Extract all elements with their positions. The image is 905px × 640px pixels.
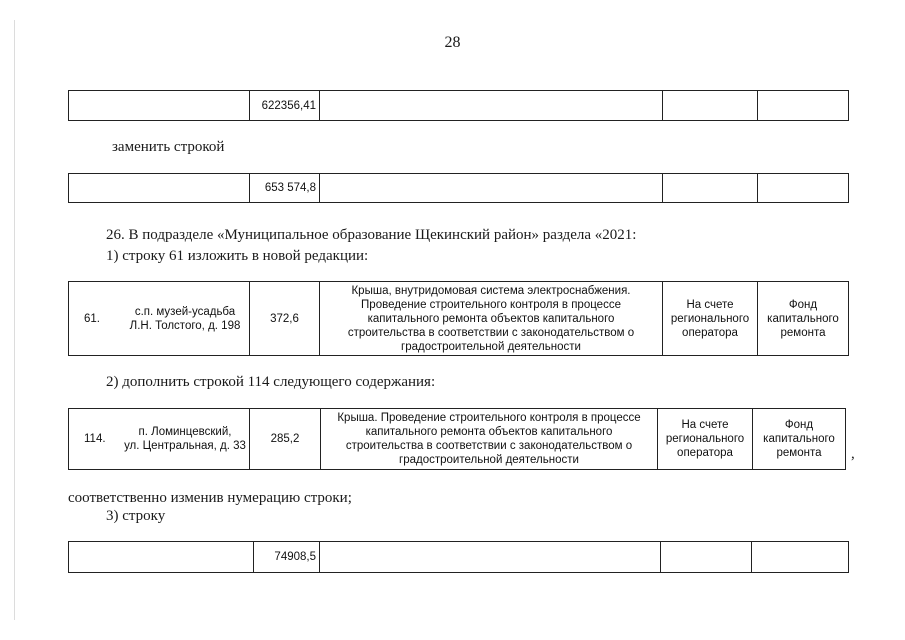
row-number: 61. (84, 312, 100, 325)
amount-cell: 622356,41 (250, 91, 320, 121)
paragraph-26-item-1: 1) строку 61 изложить в новой редакции: (106, 248, 369, 264)
amount-cell: 653 574,8 (250, 174, 320, 203)
empty-cell (69, 91, 250, 121)
fund-line: капитального (763, 433, 835, 445)
table-total-old (68, 90, 849, 121)
work-line: Проведение строительного контроля в процессе (361, 298, 621, 311)
fund-line: ремонта (780, 326, 826, 339)
margin-scan-mark (14, 20, 15, 620)
empty-cell (663, 91, 758, 121)
account-line: регионального (665, 433, 745, 445)
table-row (69, 409, 846, 470)
page-number: 28 (444, 34, 461, 51)
fund-line: Фонд (784, 419, 814, 431)
empty-cell (661, 542, 752, 573)
amount-cell: 285,2 (250, 409, 321, 470)
table-total-new (68, 173, 849, 203)
table-total-final (68, 541, 849, 573)
account-cell (663, 282, 758, 356)
fund-cell (753, 409, 846, 470)
table-row (69, 542, 849, 573)
table-row (69, 174, 849, 203)
address-line: п. Ломинцевский, (138, 426, 232, 438)
address-line: с.п. музей-усадьба (134, 305, 236, 318)
empty-cell (69, 542, 254, 573)
address-line: Л.Н. Толстого, д. 198 (129, 319, 241, 332)
account-line: На счете (681, 419, 729, 431)
account-line: оператора (677, 447, 733, 459)
paragraph-26-item-3: 3) строку (106, 508, 166, 524)
work-description-cell (320, 282, 663, 356)
work-line: градостроительной деятельности (399, 454, 579, 466)
row-number: 114. (84, 433, 106, 445)
amount-cell: 372,6 (250, 282, 320, 356)
trailing-comma: , (851, 446, 855, 462)
account-line: На счете (686, 298, 734, 311)
empty-cell (663, 174, 758, 203)
table-row-114 (68, 408, 846, 470)
replace-with-line-text: заменить строкой (112, 139, 225, 155)
account-line: регионального (670, 312, 750, 325)
empty-cell (752, 542, 849, 573)
paragraph-26: 26. В подразделе «Муниципальное образование Щекинский район» раздела «2021: (106, 227, 637, 243)
fund-cell (758, 282, 849, 356)
fund-line: Фонд (788, 298, 818, 311)
empty-cell (320, 91, 663, 121)
table-row (69, 282, 849, 356)
work-description-cell (321, 409, 658, 470)
table-row-61 (68, 281, 849, 356)
account-cell (658, 409, 753, 470)
table-row (69, 91, 849, 121)
work-line: Крыша. Проведение строительного контроля в процессе (337, 412, 641, 424)
empty-cell (69, 174, 250, 203)
fund-line: капитального (767, 312, 839, 325)
empty-cell (320, 174, 663, 203)
work-line: Крыша, внутридомовая система электроснабжения. (351, 284, 631, 297)
empty-cell (320, 542, 661, 573)
address-cell (69, 409, 250, 470)
paragraph-renumber: соответственно изменив нумерацию строки; (68, 490, 352, 506)
work-line: капитального ремонта объектов капитального (367, 312, 615, 325)
empty-cell (758, 174, 849, 203)
address-line: ул. Центральная, д. 33 (124, 440, 246, 452)
paragraph-26-item-2: 2) дополнить строкой 114 следующего содержания: (106, 374, 436, 390)
work-line: капитального ремонта объектов капитального (365, 426, 613, 438)
account-line: оператора (682, 326, 738, 339)
empty-cell (758, 91, 849, 121)
address-cell (69, 282, 250, 356)
work-line: строительства в соответствии с законодательством о (347, 326, 635, 339)
work-line: строительства в соответствии с законодательством о (345, 440, 633, 452)
fund-line: ремонта (776, 447, 822, 459)
amount-cell: 74908,5 (254, 542, 320, 573)
work-line: градостроительной деятельности (401, 340, 581, 353)
